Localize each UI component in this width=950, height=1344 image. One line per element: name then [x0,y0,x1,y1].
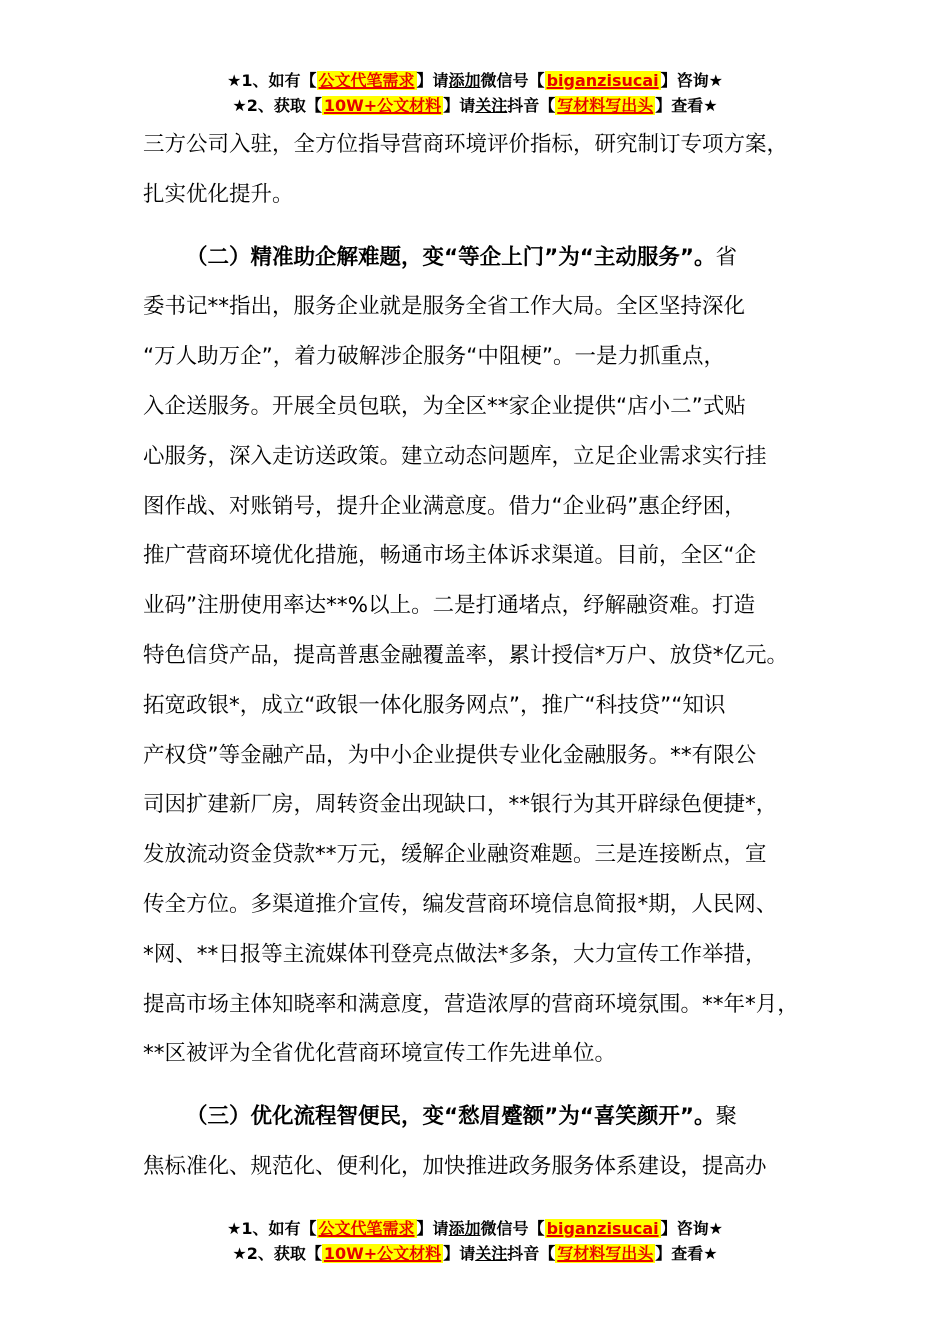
banner-underlined-add: 添加 [448,71,481,90]
body-line: 推广营商环境优化措施，畅通市场主体诉求渠道。目前，全区“企 [143,543,757,569]
banner-text: ★1、如有【 [227,71,317,90]
body-line: 扎实优化提升。 [143,181,294,207]
banner-underlined-add: 添加 [448,1219,481,1238]
banner-text: 】请 [443,1244,476,1263]
section-heading-line [143,1092,833,1142]
banner-highlight-douyin[interactable]: 写材料写出头 [557,96,654,115]
section-heading-line [143,233,833,283]
banner-text: 抖音【 [507,1244,556,1263]
banner-highlight-service[interactable]: 公文代笔需求 [318,71,415,90]
banner-text: 】咨询★ [660,71,723,90]
body-text-fragment: 聚 [715,1104,738,1130]
body-line: 司因扩建新厂房，周转资金出现缺口，**银行为其开辟绿色便捷*， [143,792,778,818]
banner-text: 】请 [416,1219,449,1238]
section-heading-2: （二）精准助企解难题，变“等企上门”为“主动服务”。 [186,244,716,270]
body-line: **区被评为全省优化营商环境宣传工作先进单位。 [143,1041,617,1067]
body-line: 入企送服务。开展全员包联，为全区**家企业提供“店小二”式贴 [143,393,746,419]
banner-underlined-follow: 关注 [475,1244,508,1263]
banner-highlight-douyin[interactable]: 写材料写出头 [557,1244,654,1263]
footer-banner [0,1216,950,1266]
banner-line-2 [0,93,950,118]
body-line: 发放流动资金贷款**万元，缓解企业融资难题。三是连接断点，宣 [143,842,767,868]
body-line: 拓宽政银*，成立“政银一体化服务网点”，推广“科技贷”“知识 [143,692,726,718]
body-line: 三方公司入驻，全方位指导营商环境评价指标，研究制订专项方案， [143,132,789,157]
body-line: 委书记**指出，服务企业就是服务全省工作大局。全区坚持深化 [143,294,746,320]
body-line: 业码”注册使用率达**%以上。二是打通堵点，纾解融资难。打造 [143,593,756,619]
body-line: 产权贷”等金融产品，为中小企业提供专业化金融服务。**有限公 [143,742,757,768]
banner-text: 抖音【 [507,96,556,115]
banner-text: 】查看★ [655,96,718,115]
banner-text: 】请 [416,71,449,90]
banner-highlight-wechat-id[interactable]: biganzisucai [546,71,659,90]
body-line: “万人助万企”，着力破解涉企服务“中阻梗”。一是力抓重点， [143,344,726,370]
banner-highlight-materials[interactable]: 10W+公文材料 [323,96,442,115]
banner-text: 微信号【 [480,1219,545,1238]
banner-underlined-follow: 关注 [475,96,508,115]
body-line: 特色信贷产品，提高普惠金融覆盖率，累计授信*万户、放贷*亿元。 [143,642,789,668]
banner-text: ★1、如有【 [227,1219,317,1238]
banner-text: 】查看★ [655,1244,718,1263]
body-text-fragment: 省 [715,244,738,270]
banner-text: ★2、获取【 [232,96,322,115]
section-heading-3: （三）优化流程智便民，变“愁眉蹙额”为“喜笑颜开”。 [186,1104,716,1130]
banner-text: ★2、获取【 [232,1244,322,1263]
banner-highlight-wechat-id[interactable]: biganzisucai [546,1219,659,1238]
body-line: 传全方位。多渠道推介宣传，编发营商环境信息简报*期，人民网、 [143,891,778,917]
body-line: 提高市场主体知晓率和满意度，营造浓厚的营商环境氛围。**年*月， [143,991,799,1017]
banner-line-1 [0,1216,950,1241]
banner-text: 】咨询★ [660,1219,723,1238]
banner-highlight-service[interactable]: 公文代笔需求 [318,1219,415,1238]
banner-line-1 [0,68,950,93]
banner-text: 微信号【 [480,71,545,90]
body-line: 心服务，深入走访送政策。建立动态问题库，立足企业需求实行挂 [143,443,767,469]
banner-highlight-materials[interactable]: 10W+公文材料 [323,1244,442,1263]
body-line: 图作战、对账销号，提升企业满意度。借力“企业码”惠企纾困， [143,493,746,519]
body-line: *网、**日报等主流媒体刊登亮点做法*多条，大力宣传工作举措， [143,941,767,967]
header-banner [0,68,950,118]
document-body [143,120,833,1192]
banner-line-2 [0,1241,950,1266]
banner-text: 】请 [443,96,476,115]
body-line: 焦标准化、规范化、便利化，加快推进政务服务体系建设，提高办 [143,1153,767,1179]
